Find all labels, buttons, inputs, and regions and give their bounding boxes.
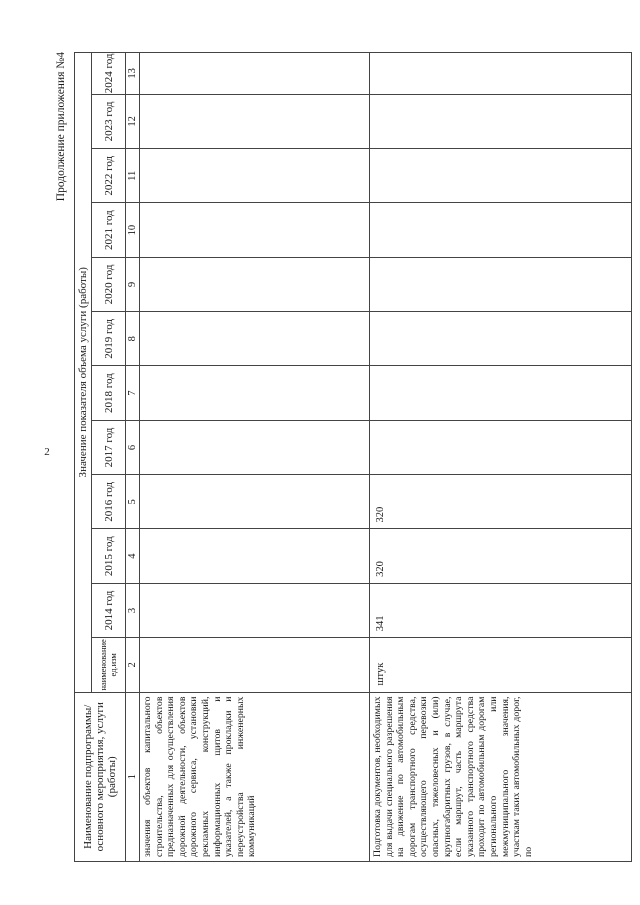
value-cell [140, 94, 370, 148]
unit-cell: штук [370, 638, 632, 692]
column-number: 3 [126, 583, 140, 637]
value-cell [140, 203, 370, 257]
value-cell [370, 203, 632, 257]
value-cell [140, 257, 370, 311]
year-header: 2023 год [92, 94, 126, 148]
value-cell [140, 583, 370, 637]
year-header: 2020 год [92, 257, 126, 311]
column-number: 10 [126, 203, 140, 257]
header-unit: наименование ед.изм [92, 638, 126, 692]
page-number: 2 [44, 446, 50, 458]
header-name: Наименование подпрограммы/ основного мероприятия, услуги (работы) [75, 692, 126, 861]
value-cell: 320 [370, 475, 632, 529]
year-header: 2014 год [92, 583, 126, 637]
value-cell [140, 149, 370, 203]
service-name: Подготовка документов, необходимых для выдачи специального разрешения на движение по автомобильным дорогам транспортного средства, осуществляющего перевозки опасных, тяжеловесных и (или) крупногабаритных грузов, в случае, если маршрут, часть маршрута указанного транспортного средства проходит по автомобильным дорогам регионального или межмуниципального значения, участкам таких автомобильных дорог, по [370, 692, 632, 861]
value-cell [140, 366, 370, 420]
value-cell [370, 94, 632, 148]
year-header: 2021 год [92, 203, 126, 257]
value-cell [370, 257, 632, 311]
value-cell [370, 312, 632, 366]
value-cell [370, 366, 632, 420]
service-volume-table [74, 52, 632, 862]
value-cell [140, 420, 370, 474]
year-header: 2019 год [92, 312, 126, 366]
column-number: 6 [126, 420, 140, 474]
year-header: 2017 год [92, 420, 126, 474]
year-header: 2016 год [92, 475, 126, 529]
value-cell: 341 [370, 583, 632, 637]
column-number: 8 [126, 312, 140, 366]
value-cell: 320 [370, 529, 632, 583]
appendix-note: Продолжение приложения №4 [55, 52, 67, 202]
column-number: 2 [126, 638, 140, 692]
column-number: 7 [126, 366, 140, 420]
value-cell [370, 53, 632, 95]
column-number: 4 [126, 529, 140, 583]
column-number: 12 [126, 94, 140, 148]
table-row [370, 53, 632, 862]
year-header: 2022 год [92, 149, 126, 203]
year-header: 2024 год [92, 53, 126, 95]
column-number: 1 [126, 692, 140, 861]
year-header: 2015 год [92, 529, 126, 583]
value-cell [140, 475, 370, 529]
year-header: 2018 год [92, 366, 126, 420]
value-cell [140, 53, 370, 95]
rotated-page-content [55, 52, 635, 862]
service-name: значения объектов капитального строительства, объектов предназначенных для осуществления дорожной деятельности, объектов дорожного сервиса, установки рекламных конструкций, информационных щитов и указателей, а также прокладки и переустройства инженерных коммуникаций [140, 692, 370, 861]
column-number: 9 [126, 257, 140, 311]
header-values: Значение показателя объема услуги (работы) [75, 53, 92, 693]
value-cell [370, 149, 632, 203]
column-number: 11 [126, 149, 140, 203]
table-row [140, 53, 370, 862]
unit-cell [140, 638, 370, 692]
column-number: 13 [126, 53, 140, 95]
value-cell [140, 529, 370, 583]
value-cell [140, 312, 370, 366]
value-cell [370, 420, 632, 474]
column-number: 5 [126, 475, 140, 529]
